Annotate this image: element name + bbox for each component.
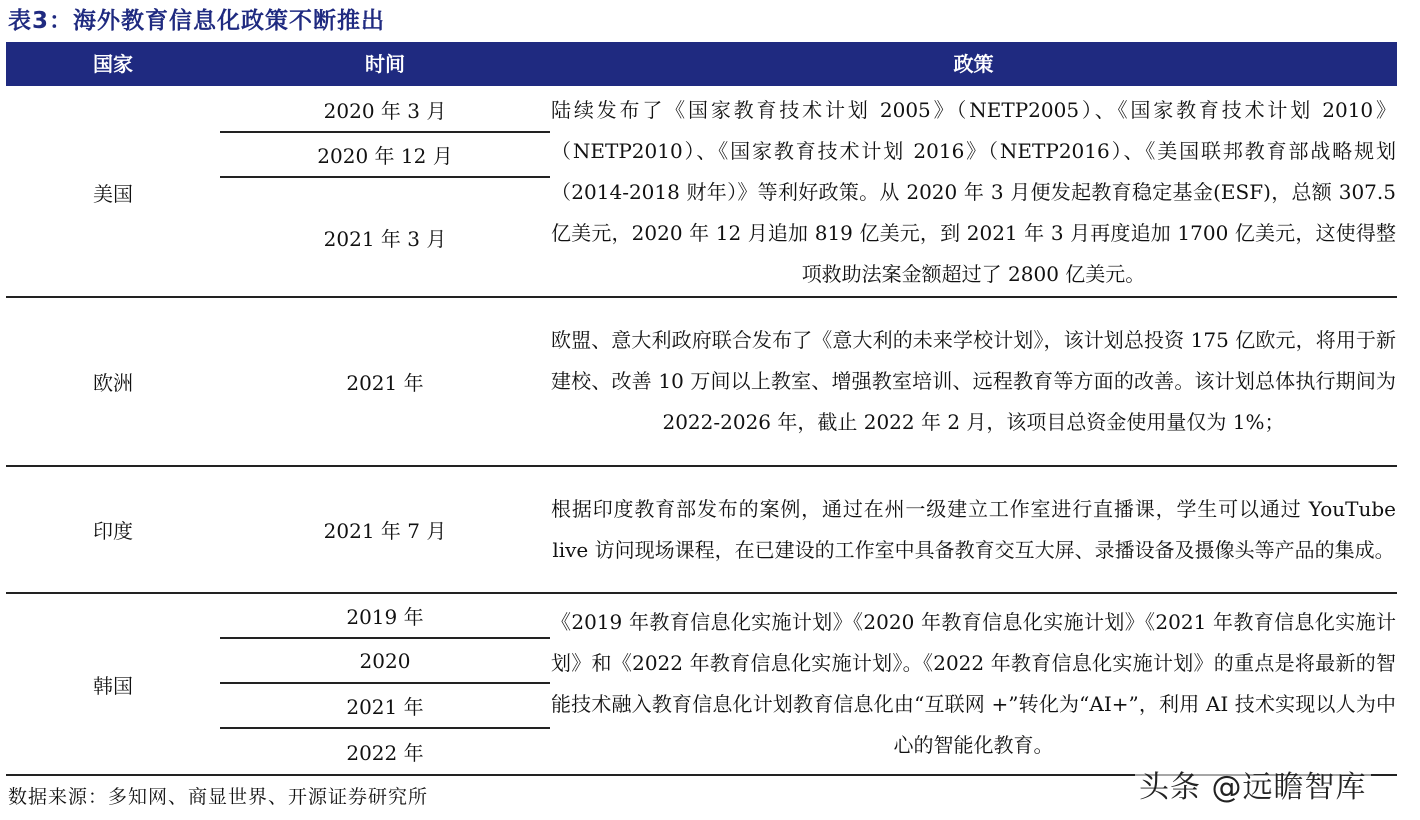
policy-cell — [550, 298, 1397, 465]
table-header — [6, 42, 1397, 86]
time-cell: 2021 年 7 月 — [323, 519, 447, 543]
policy-cell — [550, 594, 1397, 774]
policy-cell — [550, 467, 1397, 592]
time-cell: 2020 — [359, 648, 411, 673]
time-cell: 2021 年 3 月 — [323, 226, 447, 251]
time-cell: 2021 年 — [346, 695, 424, 719]
policy-text: 欧盟、意大利政府联合发布了《意大利的未来学校计划》，该计划总投资 175 亿欧元，将用于新建校、改善 10 万间以上教室、增强教室培训、远程教育等方面的改善。该计划总体执行期间为 2022-2026 年，截止 2022 年 2 月，该项目总资金使用量仅为 1%； — [551, 328, 1396, 434]
table-row — [6, 467, 1397, 592]
header-country: 国家 — [93, 52, 133, 76]
time-cell: 2020 年 3 月 — [323, 99, 447, 123]
source-note: 数据来源：多知网、商显世界、开源证券研究所 — [8, 786, 429, 808]
policy-text: 《2019 年教育信息化实施计划》《2020 年教育信息化实施计划》《2021 年教育信息化实施计划》和《2022 年教育信息化实施计划》。《2022 年教育信息化实施计划》的重点是将最新的智能技术融入教育信息化计划教育信息化由“互联网 +”转化为“AI+”，利用 AI 技术实现以人为中心的智能化教育。 — [551, 610, 1396, 757]
country-cell: 印度 — [93, 519, 133, 543]
time-cell: 2019 年 — [346, 605, 424, 629]
watermark: 头条 @远瞻智库 — [1135, 762, 1371, 806]
time-cell: 2022 年 — [346, 741, 424, 765]
table-row — [6, 594, 1397, 774]
country-cell: 韩国 — [93, 673, 133, 698]
header-policy: 政策 — [953, 52, 994, 76]
country-cell: 美国 — [93, 181, 133, 206]
policy-cell — [550, 88, 1397, 296]
table-title: 表3：海外教育信息化政策不断推出 — [8, 8, 386, 34]
table-row — [6, 88, 1397, 296]
header-time: 时间 — [365, 52, 405, 76]
time-cell: 2020 年 12 月 — [317, 144, 453, 168]
table-row — [6, 298, 1397, 465]
policy-text: 陆续发布了《国家教育技术计划 2005》（NETP2005）、《国家教育技术计划 2010》（NETP2010）、《国家教育技术计划 2016》（NETP2016）、《美国联邦教育部战略规划（2014-2018 财年）》等利好政策。从 2020 年 3 月便发起教育稳定基金(ESF)，总额 307.5 亿美元，2020 年 12 月追加 819 亿美元，到 2021 年 3 月再度追加 1700 亿美元，这使得整项救助法案金额超过了 2800 亿美元。 — [551, 97, 1396, 286]
country-cell: 欧洲 — [93, 371, 133, 395]
time-cell: 2021 年 — [346, 371, 424, 395]
policy-text: 根据印度教育部发布的案例，通过在州一级建立工作室进行直播课，学生可以通过 YouTube live 访问现场课程，在已建设的工作室中具备教育交互大屏、录播设备及摄像头等产品的集成。 — [551, 496, 1396, 562]
